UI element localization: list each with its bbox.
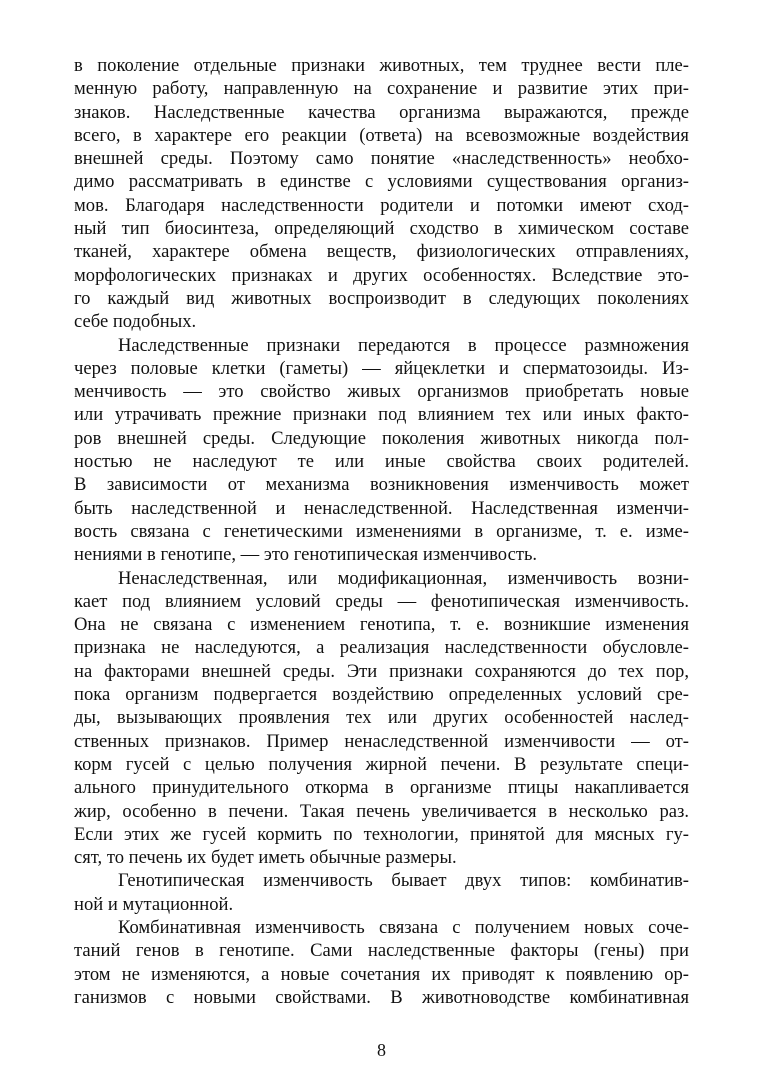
text-line: нениями в генотипе, — это генотипическая изменчивость.	[74, 544, 538, 566]
paragraph	[74, 869, 689, 916]
text-line: Ненаследственная, или модификационная, изменчивость возни-	[118, 567, 689, 589]
text-line: внешней среды. Поэтому само понятие «наследственность» необхо-	[74, 148, 689, 170]
text-line: быть наследственной и ненаследственной. Наследственная изменчи-	[74, 497, 689, 519]
text-line: знаков. Наследственные качества организма выражаются, прежде	[74, 101, 689, 123]
page-text	[74, 54, 689, 1009]
text-line: го каждый вид животных воспроизводит в следующих поколениях	[74, 287, 689, 309]
text-line: ров внешней среды. Следующие поколения животных никогда пол-	[74, 427, 689, 449]
paragraph	[74, 54, 689, 334]
text-line: ганизмов с новыми свойствами. В животноводстве комбинативная	[74, 986, 689, 1008]
text-line: ной и мутационной.	[74, 893, 234, 915]
text-line: пока организм подвергается воздействию определенных условий сре-	[74, 684, 689, 706]
text-line: кает под влиянием условий среды — фенотипическая изменчивость.	[74, 590, 689, 612]
text-line: сят, то печень их будет иметь обычные размеры.	[74, 847, 457, 869]
text-line: вость связана с генетическими изменениями в организме, т. е. изме-	[74, 520, 689, 542]
paragraph	[74, 334, 689, 567]
text-line: Наследственные признаки передаются в процессе размножения	[118, 334, 689, 356]
text-line: ственных признаков. Пример ненаследственной изменчивости — от-	[74, 730, 689, 752]
text-line: себе подобных.	[74, 311, 197, 333]
text-line: в поколение отдельные признаки животных, тем труднее вести пле-	[74, 55, 689, 76]
text-line: таний генов в генотипе. Сами наследственные факторы (гены) при	[74, 940, 689, 962]
text-line: мов. Благодаря наследственности родители и потомки имеют сход-	[74, 194, 689, 216]
text-line: менную работу, направленную на сохранение и развитие этих при-	[74, 78, 689, 100]
paragraph	[74, 567, 689, 870]
text-line: В зависимости от механизма возникновения изменчивость может	[74, 474, 689, 496]
text-line: морфологических признаках и других особенностях. Вследствие это-	[74, 264, 689, 286]
text-line: жир, особенно в печени. Такая печень увеличивается в несколько раз.	[74, 800, 689, 822]
text-line: или утрачивать прежние признаки под влиянием тех или иных факто-	[74, 404, 689, 426]
page-number: 8	[377, 1040, 386, 1060]
text-line: тканей, характере обмена веществ, физиологических отправлениях,	[74, 241, 689, 263]
text-line: ный тип биосинтеза, определяющий сходство в химическом составе	[74, 218, 689, 240]
text-line: на факторами внешней среды. Эти признаки сохраняются до тех пор,	[74, 660, 689, 682]
text-line: димо рассматривать в единстве с условиями существования организ-	[74, 171, 689, 193]
paragraph	[74, 916, 689, 1009]
text-line: Генотипическая изменчивость бывает двух типов: комбинатив-	[118, 870, 689, 892]
text-line: менчивость — это свойство живых организмов приобретать новые	[74, 381, 689, 403]
text-line: Если этих же гусей кормить по технологии, принятой для мясных гу-	[74, 823, 689, 845]
text-line: корм гусей с целью получения жирной печени. В результате специ-	[74, 753, 689, 775]
text-line: признака не наследуются, а реализация наследственности обусловле-	[74, 637, 689, 659]
text-line: ностью не наследуют те или иные свойства своих родителей.	[74, 451, 689, 473]
text-line: Она не связана с изменением генотипа, т. е. возникшие изменения	[74, 614, 689, 636]
text-line: всего, в характере его реакции (ответа) на всевозможные воздействия	[74, 124, 689, 146]
text-line: Комбинативная изменчивость связана с получением новых соче-	[118, 916, 689, 938]
text-line: ды, вызывающих проявления тех или других особенностей наслед-	[74, 707, 689, 729]
text-line: через половые клетки (гаметы) — яйцеклетки и сперматозоиды. Из-	[74, 357, 689, 379]
text-line: этом не изменяются, а новые сочетания их приводят к появлению ор-	[74, 963, 689, 985]
text-line: ального принудительного откорма в организме птицы накапливается	[74, 777, 689, 799]
